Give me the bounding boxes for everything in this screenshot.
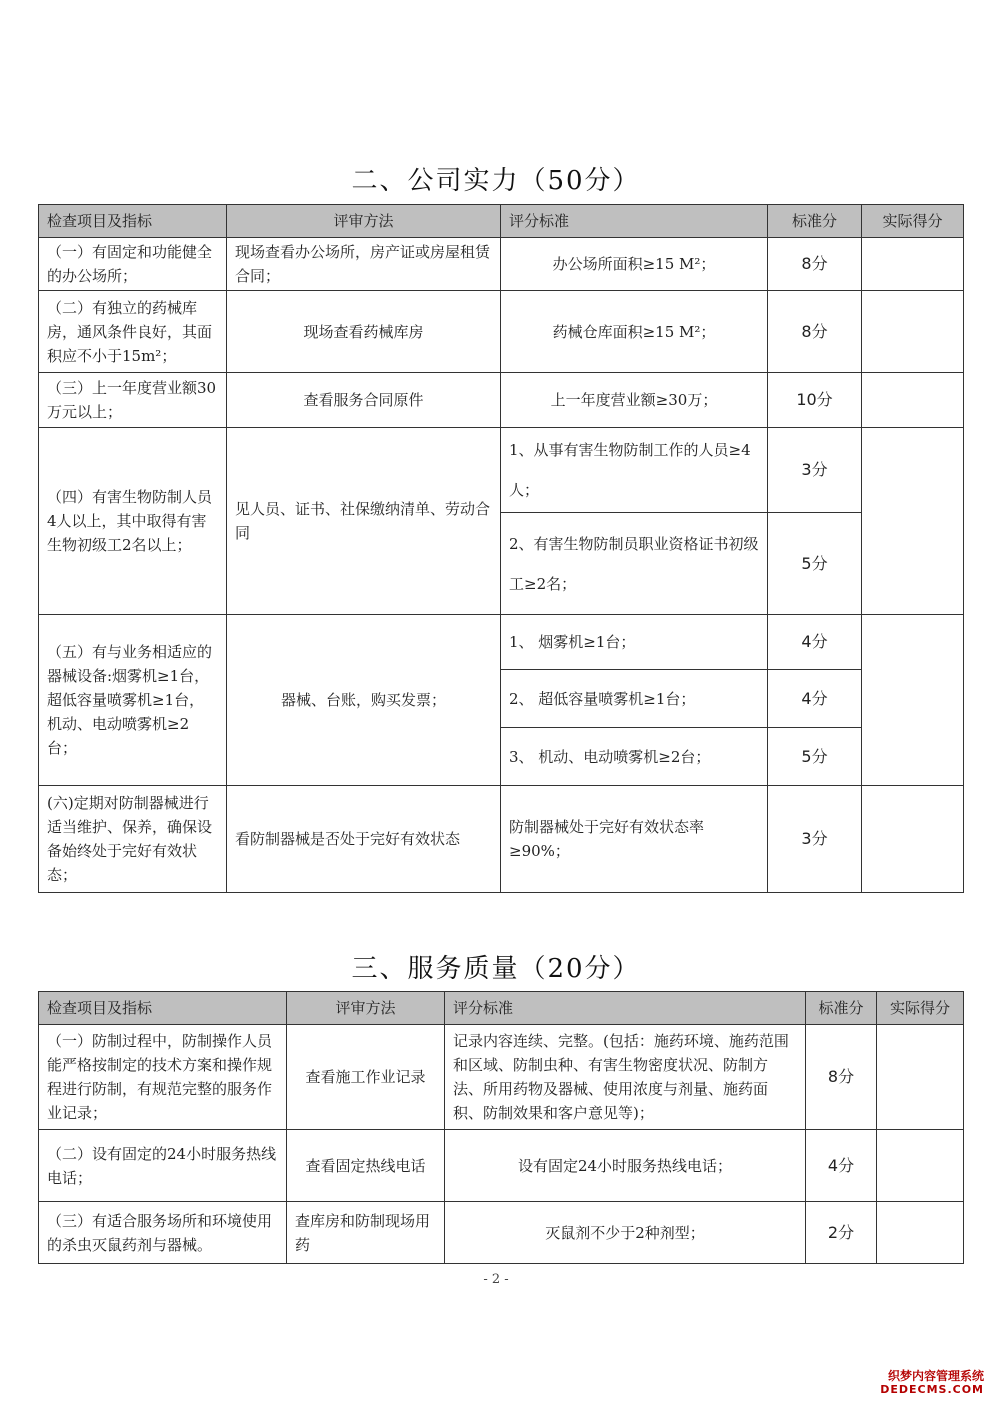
actual-score-cell[interactable] — [862, 291, 964, 373]
method-cell: 见人员、证书、社保缴纳清单、劳动合同 — [227, 428, 501, 615]
item-cell: （五）有与业务相适应的器械设备:烟雾机≥1台，超低容量喷雾机≥1台，机动、电动喷雾机≥2台； — [39, 615, 227, 786]
criteria-cell: 灭鼠剂不少于2种剂型； — [445, 1202, 806, 1264]
company-strength-table — [38, 204, 964, 893]
section-title-service-quality: 三、服务质量（20分） — [351, 954, 641, 984]
criteria-cell: 防制器械处于完好有效状态率≥90%； — [501, 786, 768, 893]
table-row — [39, 373, 964, 428]
watermark — [880, 1369, 984, 1397]
table-row — [39, 1202, 964, 1264]
actual-score-cell[interactable] — [862, 615, 964, 786]
method-cell: 查看施工作业记录 — [287, 1025, 445, 1130]
method-cell: 查看服务合同原件 — [227, 373, 501, 428]
standard-score-cell: 8分 — [768, 238, 862, 291]
actual-score-cell[interactable] — [862, 786, 964, 893]
header-criteria: 评分标准 — [501, 205, 768, 238]
item-cell: （三）上一年度营业额30万元以上； — [39, 373, 227, 428]
header-method: 评审方法 — [287, 992, 445, 1025]
standard-score-cell: 4分 — [806, 1130, 877, 1202]
standard-score-cell: 5分 — [768, 513, 862, 615]
method-cell: 器械、台账，购买发票； — [227, 615, 501, 786]
table-row — [39, 428, 964, 513]
criteria-cell: 3、 机动、电动喷雾机≥2台； — [501, 728, 768, 786]
header-standard-score: 标准分 — [806, 992, 877, 1025]
actual-score-cell[interactable] — [877, 1202, 964, 1264]
header-standard-score: 标准分 — [768, 205, 862, 238]
section-title-company-strength: 二、公司实力（50分） — [351, 166, 641, 196]
table-row — [39, 786, 964, 893]
item-cell: （二）设有固定的24小时服务热线电话； — [39, 1130, 287, 1202]
actual-score-cell[interactable] — [877, 1130, 964, 1202]
standard-score-cell: 10分 — [768, 373, 862, 428]
criteria-cell: 设有固定24小时服务热线电话； — [445, 1130, 806, 1202]
page-number: - 2 - — [483, 1272, 509, 1287]
method-cell: 现场查看药械库房 — [227, 291, 501, 373]
watermark-text-en: DEDECMS.COM — [880, 1383, 984, 1396]
item-cell: (六)定期对防制器械进行适当维护、保养，确保设备始终处于完好有效状态； — [39, 786, 227, 893]
standard-score-cell: 3分 — [768, 428, 862, 513]
watermark-text-cn: 织梦内容管理系统 — [887, 1369, 984, 1383]
criteria-cell: 1、 烟雾机≥1台； — [501, 615, 768, 670]
standard-score-cell: 8分 — [806, 1025, 877, 1130]
criteria-cell: 2、 超低容量喷雾机≥1台； — [501, 670, 768, 728]
table-header-row — [39, 205, 964, 238]
table-row — [39, 615, 964, 670]
criteria-cell: 药械仓库面积≥15 M²； — [501, 291, 768, 373]
header-actual-score: 实际得分 — [862, 205, 964, 238]
header-item: 检查项目及指标 — [39, 205, 227, 238]
item-cell: （四）有害生物防制人员4人以上，其中取得有害生物初级工2名以上； — [39, 428, 227, 615]
standard-score-cell: 2分 — [806, 1202, 877, 1264]
criteria-cell: 上一年度营业额≥30万； — [501, 373, 768, 428]
header-item: 检查项目及指标 — [39, 992, 287, 1025]
header-actual-score: 实际得分 — [877, 992, 964, 1025]
table-row — [39, 238, 964, 291]
standard-score-cell: 4分 — [768, 615, 862, 670]
actual-score-cell[interactable] — [862, 428, 964, 615]
table-row — [39, 1025, 964, 1130]
standard-score-cell: 4分 — [768, 670, 862, 728]
item-cell: （三）有适合服务场所和环境使用的杀虫灭鼠药剂与器械。 — [39, 1202, 287, 1264]
method-cell: 现场查看办公场所，房产证或房屋租赁合同； — [227, 238, 501, 291]
table-row — [39, 291, 964, 373]
criteria-cell: 办公场所面积≥15 M²； — [501, 238, 768, 291]
item-cell: （一）有固定和功能健全的办公场所； — [39, 238, 227, 291]
criteria-cell: 2、有害生物防制员职业资格证书初级工≥2名； — [501, 513, 768, 615]
standard-score-cell: 8分 — [768, 291, 862, 373]
method-cell: 看防制器械是否处于完好有效状态 — [227, 786, 501, 893]
criteria-cell: 1、从事有害生物防制工作的人员≥4人； — [501, 428, 768, 513]
actual-score-cell[interactable] — [862, 373, 964, 428]
service-quality-table — [38, 991, 964, 1264]
actual-score-cell[interactable] — [862, 238, 964, 291]
method-cell: 查库房和防制现场用药 — [287, 1202, 445, 1264]
table-header-row — [39, 992, 964, 1025]
header-method: 评审方法 — [227, 205, 501, 238]
header-criteria: 评分标准 — [445, 992, 806, 1025]
standard-score-cell: 3分 — [768, 786, 862, 893]
method-cell: 查看固定热线电话 — [287, 1130, 445, 1202]
criteria-cell: 记录内容连续、完整。(包括：施药环境、施药范围和区域、防制虫种、有害生物密度状况、防制方法、所用药物及器械、使用浓度与剂量、施药面积、防制效果和客户意见等)； — [445, 1025, 806, 1130]
item-cell: （一）防制过程中，防制操作人员能严格按制定的技术方案和操作规程进行防制，有规范完整的服务作业记录； — [39, 1025, 287, 1130]
standard-score-cell: 5分 — [768, 728, 862, 786]
item-cell: （二）有独立的药械库房，通风条件良好，其面积应不小于15m²； — [39, 291, 227, 373]
actual-score-cell[interactable] — [877, 1025, 964, 1130]
table-row — [39, 1130, 964, 1202]
